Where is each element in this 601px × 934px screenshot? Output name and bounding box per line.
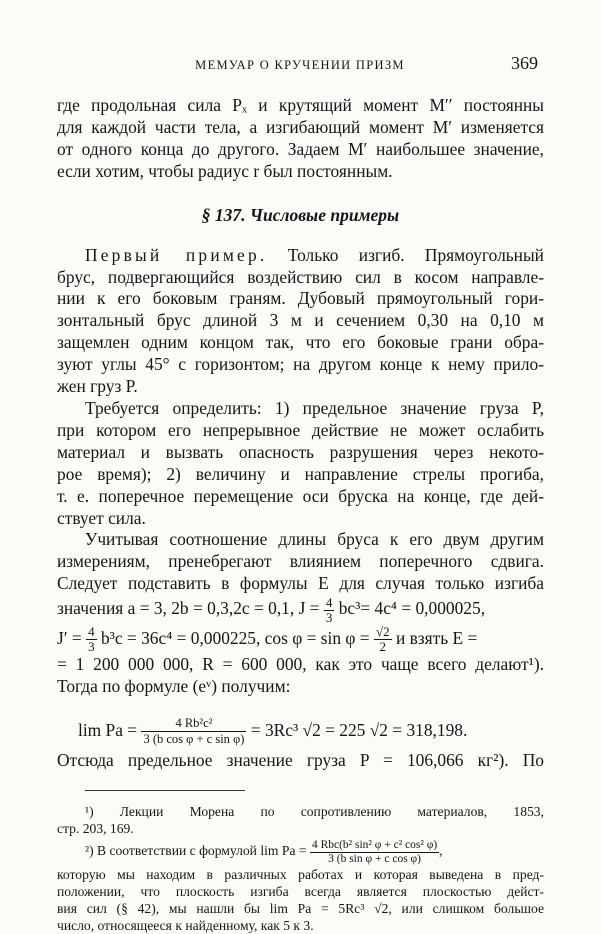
footnote-text: ²) В соответствии с формулой lim Pa =: [85, 843, 307, 859]
text-line: при котором его непрерывное действие не может ослабить: [57, 419, 544, 440]
main-text: [57, 95, 544, 934]
text-line: Следует подставить в формулы E для случая только изгиба: [57, 573, 544, 594]
footnote-1: [57, 803, 544, 837]
footnote-line: вия сил (§ 42), мы нашли бы lim Pa = 5Rc³ √2, или слишком большое: [57, 901, 544, 917]
example-lead-rest: Только изгиб. Прямоугольный: [267, 244, 544, 265]
fraction-denominator: 3 (b sin φ + c cos φ): [328, 852, 422, 865]
conclusion-line: Отсюда предельное значение груза P = 106,066 кг²). По: [57, 749, 544, 770]
fraction-numerator: 4 Rbc(b² sin² φ + c² cos² φ): [311, 838, 438, 851]
text-line: т. е. поперечное перемещение оси бруска на конце, где дей-: [57, 485, 544, 506]
text-line: если хотим, чтобы радиус r был постоянным.: [57, 160, 393, 181]
fraction: [141, 716, 246, 747]
text-line: нии к его боковым граням. Дубовый прямоугольный гори-: [57, 288, 544, 309]
fraction: [374, 625, 392, 654]
text-line: ствует сила.: [57, 507, 146, 528]
requirement-paragraph: [57, 398, 544, 529]
text-line: Тогда по формуле (eᵛ) получим:: [57, 676, 291, 697]
formula-text: b³c = 36c⁴ = 0,000225, cos φ = sin φ =: [100, 627, 370, 648]
footnote-formula-line: [57, 837, 544, 865]
fraction: [310, 839, 439, 866]
fraction: [324, 596, 335, 625]
formula-text: J′ =: [57, 627, 82, 648]
formula-text: и взять E =: [395, 627, 478, 648]
fraction-numerator: 4: [325, 595, 333, 610]
text-line: жен груз P.: [57, 376, 138, 397]
text-line: = 1 200 000 000, R = 600 000, как это чаще всего делают¹).: [57, 654, 544, 675]
fraction-denominator: 3: [325, 609, 333, 625]
formula-text: значения a = 3, 2b = 0,3,2c = 0,1, J =: [57, 598, 320, 619]
computation-paragraph: [57, 529, 544, 698]
text-line: брус, подвергающийся воздействию сил в косом направле-: [57, 266, 544, 287]
text-line: для каждой части тела, а изгибающий момент M′ изменяется: [57, 116, 544, 137]
limit-rhs: = 3Rc³ √2 = 225 √2 = 318,198.: [250, 719, 468, 740]
fraction-denominator: 2: [379, 639, 386, 655]
text-line: защемлен одним концом так, что его боковые грани обра-: [57, 332, 544, 353]
text-line: где продольная сила Pₓ и крутящий момент M′′ постоянны: [57, 95, 544, 115]
text-line: материал и вызвать опасность разрушения через некото-: [57, 441, 544, 462]
example-paragraph: [57, 245, 544, 398]
text-line: зуют углы 45° с горизонтом; на другом конце к нему прило-: [57, 354, 544, 375]
text-line: Требуется определить: 1) предельное значение груза P,: [85, 397, 544, 418]
footnote-2: [57, 837, 544, 934]
fraction-denominator: 3: [88, 639, 95, 655]
page-header: [0, 52, 601, 82]
formula-text: bc³= 4c⁴ = 0,000025,: [338, 598, 486, 619]
text-line: рое время); 2) величину и направление стрелы прогиба,: [57, 463, 544, 484]
fraction-numerator: 4: [88, 624, 95, 640]
page-number: 369: [511, 53, 538, 73]
example-lead: Первый пример.: [85, 244, 268, 265]
footnote-line: число, относящееся к найденному, как 5 к 3.: [57, 918, 314, 934]
footnote-separator: [85, 790, 245, 791]
limit-formula: [57, 710, 544, 750]
footnote-line: положении, что плоскость изгиба всегда является плоскостью дейст-: [57, 883, 544, 899]
footnote-line: которую мы находим в различных работах и которая выведена в пред-: [57, 866, 544, 882]
fraction: [86, 625, 97, 654]
text-line: Учитывая соотношение длины бруса к его двум другим: [85, 529, 544, 550]
fraction-denominator: 3 (b cos φ + c sin φ): [143, 732, 245, 747]
fraction-numerator: √2: [375, 624, 390, 640]
text-line: [57, 245, 544, 267]
text-line: от одного конца до другого. Задаем M′ наибольшее значение,: [57, 138, 544, 159]
text-line: зонтальный брус длиной 3 м и сечением 0,30 на 0,10 м: [57, 310, 544, 331]
running-title: МЕМУАР О КРУЧЕНИИ ПРИЗМ: [195, 58, 405, 72]
intro-paragraph: [57, 95, 544, 183]
footnote-text: ,: [439, 843, 443, 859]
footnote-line: ¹) Лекции Морена по сопротивлению материалов, 1853,: [85, 803, 544, 819]
text-line: измерениям, пренебрегают влиянием поперечного сдвига.: [57, 551, 544, 572]
limit-lhs: lim Pa =: [78, 719, 138, 740]
footnote-line: стр. 203, 169.: [57, 821, 134, 837]
section-heading: § 137. Числовые примеры: [201, 204, 400, 225]
formula-moment-line: [57, 625, 544, 655]
formula-values-line: [57, 595, 544, 625]
fraction-numerator: 4 Rb²c²: [141, 716, 246, 732]
